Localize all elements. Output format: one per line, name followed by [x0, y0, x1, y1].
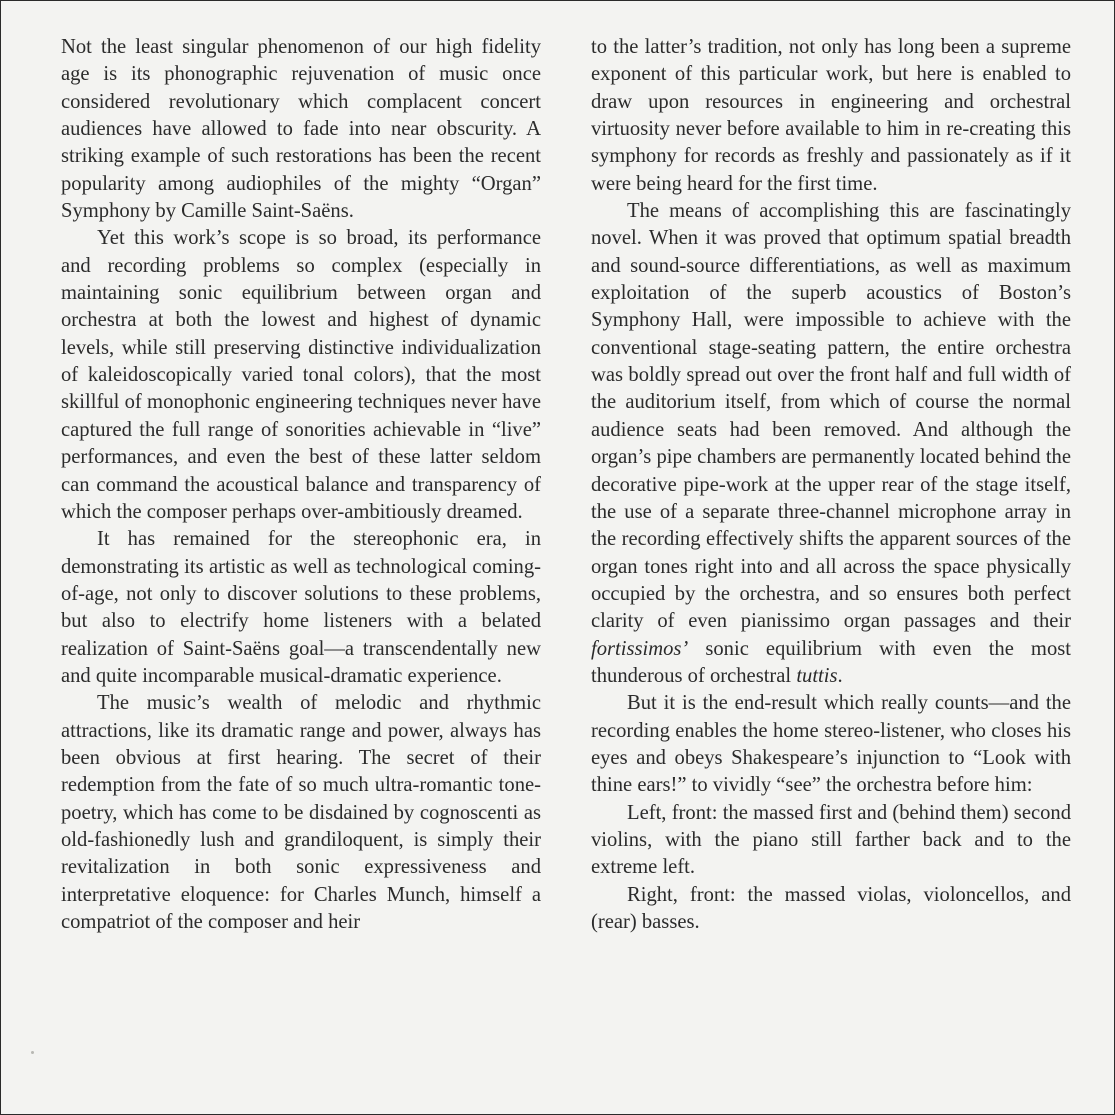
text-span: .	[837, 664, 843, 687]
right-column	[591, 34, 1071, 936]
paragraph: The music’s wealth of melodic and rhythmic attractions, like its dramatic range and power, always has been obvious at first hearing. The secret of their redemption from the fate of so much ultra-romantic tone-poetry, which has come to be disdained by cognoscenti as old-fashionedly lush and grandiloquent, is simply their revitalization in both sonic expressiveness and interpretative eloquence: for Charles Munch, himself a compatriot of the composer and heir	[61, 692, 541, 933]
paragraph: Not the least singular phenomenon of our high fidelity age is its phonographic rejuvenation of music once considered revolutionary which complacent concert audiences have allowed to fade into near obscurity. A striking example of such restorations has been the recent popularity among audiophiles of the mighty “Organ” Symphony by Camille Saint-Saëns.	[61, 36, 541, 223]
paragraph: It has remained for the stereophonic era, in demonstrating its artistic as well as technological coming-of-age, not only to discover solutions to these problems, but also to electrify home listeners with a belated realization of Saint-Saëns goal—a transcendentally new and quite incomparable musical-dramatic experience.	[61, 528, 541, 687]
paragraph: Right, front: the massed violas, violoncellos, and (rear) basses.	[591, 883, 1071, 933]
paragraph: to the latter’s tradition, not only has long been a supreme exponent of this particular work, but here is enabled to draw upon resources in engineering and orchestral virtuosity never before available to him in re-creating this symphony for records as freshly and passionately as if it were being heard for the first time.	[591, 36, 1071, 195]
text-span: sonic equilibrium with even the most thunderous of orchestral	[591, 637, 1071, 687]
italic-term: tuttis	[796, 664, 838, 687]
paragraph: Left, front: the massed first and (behind them) second violins, with the piano still farther back and to the extreme left.	[591, 801, 1071, 879]
scan-speck	[31, 1051, 34, 1054]
left-column	[61, 34, 541, 936]
italic-term: fortissimos’	[591, 637, 689, 660]
paragraph: Yet this work’s scope is so broad, its performance and recording problems so complex (especially in maintaining sonic equilibrium between organ and orchestra at both the lowest and highest of dynamic levels, while still preserving distinctive individualization of kaleidoscopically varied tonal colors), that the most skillful of monophonic engineering techniques never have captured the full range of sonorities achievable in “live” performances, and even the best of these latter seldom can command the acoustical balance and transparency of which the composer perhaps over-ambitiously dreamed.	[61, 227, 541, 523]
paragraph: But it is the end-result which really counts—and the recording enables the home stereo-listener, who closes his eyes and obeys Shakespeare’s injunction to “Look with thine ears!” to vividly “see” the orchestra before him:	[591, 692, 1071, 797]
paragraph	[591, 198, 1071, 690]
text-span: The means of accomplishing this are fascinatingly novel. When it was proved that optimum spatial breadth and sound-source differentiations, as well as maximum exploitation of the superb acoustics of Boston’s Symphony Hall, were impossible to achieve with the conventional stage-seating pattern, the entire orchestra was boldly spread out over the front half and full width of the auditorium itself, from which of course the normal audience seats had been removed. And although the organ’s pipe chambers are permanently located behind the decorative pipe-work at the upper rear of the stage itself, the use of a separate three-channel microphone array in the recording effectively shifts the apparent sources of the organ tones right into and all across the space physically occupied by the orchestra, and so ensures both perfect clarity of even pianissimo organ passages and their	[591, 200, 1071, 633]
